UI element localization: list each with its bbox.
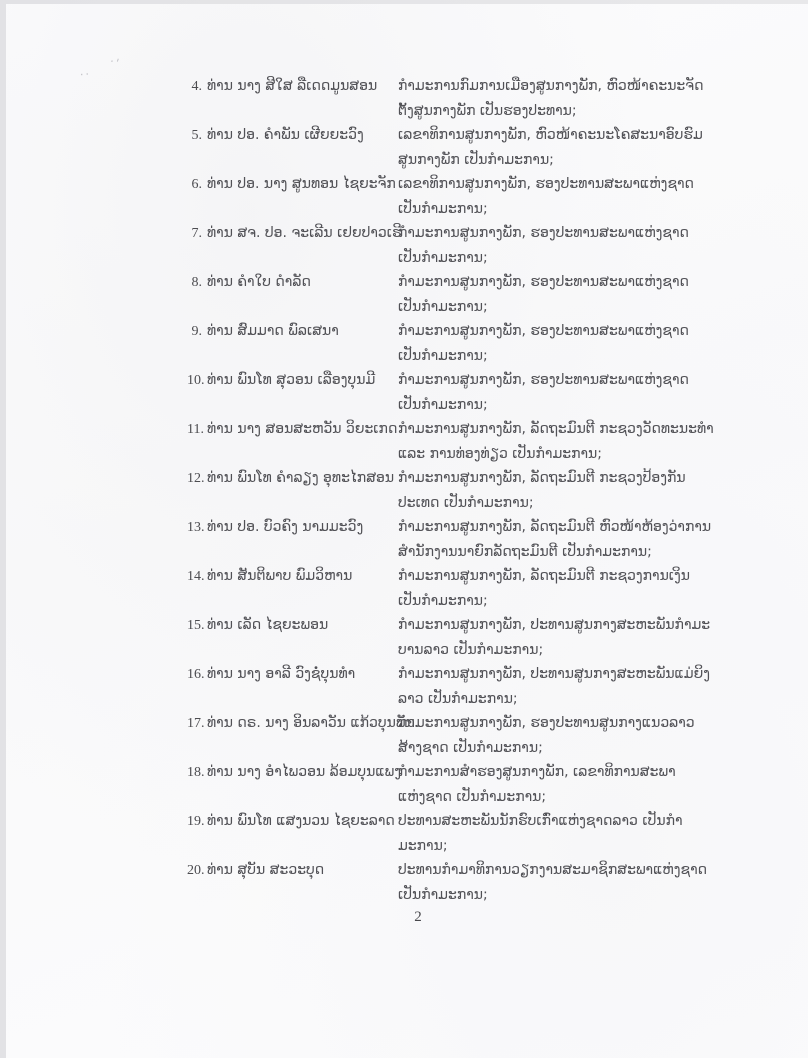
item-number: 20. [187,863,205,878]
member-role-line: ກຳມະການສູນກາງພັກ, ຮອງປະທານສະພາແຫ່ງຊາດ [398,372,689,388]
item-number: 12. [187,471,205,486]
member-role-line: ສ້າງຊາດ ເປັນກຳມະການ; [398,739,543,756]
member-name-cell [187,368,398,394]
member-role-line: ແຫ່ງຊາດ ເປັນກຳມະການ; [398,788,547,805]
list-item [187,319,727,368]
document-page [6,4,808,1058]
member-name-cell [187,270,398,296]
member-role-line: ກຳມະການສູນກາງພັກ, ຮອງປະທານສູນກາງແນວລາວ [398,715,695,731]
member-role-line: ປະທານກຳມາທິການວຽກງານສະມາຊິກສະພາແຫ່ງຊາດ [398,862,708,878]
member-role-line: ເປັນກຳມະການ; [398,592,488,609]
list-item [187,417,727,466]
member-role-line: ເປັນກຳມະການ; [398,396,488,413]
member-role-line: ລາວ ເປັນກຳມະການ; [398,690,518,707]
member-role-line: ປະເທດ ເປັນກຳມະການ; [398,494,534,511]
member-role-cell [398,466,723,515]
member-role-line: ມະການ; [398,837,448,854]
member-role-cell [398,319,723,368]
item-number: 11. [187,422,204,437]
list-item [187,221,727,270]
member-role-line: ກຳມະການສູນກາງພັກ, ຮອງປະທານສະພາແຫ່ງຊາດ [398,274,689,290]
member-role-cell [398,417,723,466]
member-name: ທ່ານ ນາງ ສອນສະຫວັນ ວິຍະເກດ [207,421,398,437]
list-item [187,613,727,662]
member-name: ທ່ານ ພົນໂທ ສຸວອນ ເລືອງບຸນມີ [207,372,376,388]
member-name: ທ່ານ ຄຳໃບ ດຳລັດ [207,274,311,290]
member-role-line: ກຳມະການສຳຮອງສູນກາງພັກ, ເລຂາທິການສະພາ [398,764,676,780]
member-name: ທ່ານ ສຈ. ປອ. ຈະເລີນ ເຢຍປາວເຮີ [207,225,402,241]
list-item [187,809,727,858]
member-role-cell [398,711,723,760]
member-name-cell [187,515,398,541]
member-role-line: ກຳມະການກົມການເມືອງສູນກາງພັກ, ຫົວໜ້າຄະນະຈັດ [398,78,704,94]
item-number: 7. [191,226,202,241]
member-name-cell [187,319,398,345]
list-item [187,760,727,809]
member-role-cell [398,858,723,907]
member-role-line: ກຳມະການສູນກາງພັກ, ລັດຖະມົນຕີ ກະຊວງວັດທະນະທຳ [398,421,714,437]
member-role-line: ກຳມະການສູນກາງພັກ, ປະທານສູນກາງສະຫະພັນກຳມະ [398,617,711,633]
member-name: ທ່ານ ສັນຕິພາບ ພົມວິຫານ [207,568,353,584]
member-name-cell [187,123,398,149]
member-name: ທ່ານ ນາງ ອາລີ ວົງຊໍ່ບຸນທຳ [207,666,356,682]
item-number: 18. [187,765,205,780]
item-number: 8. [191,275,202,290]
member-role-line: ເລຂາທິການສູນກາງພັກ, ຮອງປະທານສະພາແຫ່ງຊາດ [398,176,694,192]
member-role-cell [398,270,723,319]
list-item [187,515,727,564]
member-role-cell [398,613,723,662]
member-name-cell [187,711,415,737]
member-name: ທ່ານ ນາງ ອຳໄພວອນ ລ້ອມບຸນແພງ [207,764,401,780]
member-role-cell [398,515,723,564]
member-role-cell [398,172,723,221]
member-name-cell [187,172,398,198]
pencil-mark: ·' [108,54,123,71]
member-role-cell [398,760,723,809]
member-name-cell [187,858,398,884]
item-number: 4. [191,79,202,94]
member-name: ທ່ານ ປອ. ນາງ ສູນທອນ ໄຊຍະຈັກ [207,176,396,192]
list-item [187,74,727,123]
member-role-line: ຕັ້ງສູນກາງພັກ ເປັນຮອງປະທານ; [398,102,577,119]
member-name-cell [187,662,398,688]
item-number: 10. [187,373,205,388]
item-number: 16. [187,667,205,682]
member-name: ທ່ານ ພົນໂທ ຄຳລຽງ ອຸທະໄກສອນ [207,470,395,486]
list-item [187,123,727,172]
member-role-line: ກຳມະການສູນກາງພັກ, ປະທານສູນກາງສະຫະພັນແມ່ຍິງ [398,666,710,682]
member-name-cell [187,760,401,786]
item-number: 17. [187,716,205,731]
member-role-line: ກຳມະການສູນກາງພັກ, ຮອງປະທານສະພາແຫ່ງຊາດ [398,323,689,339]
member-name: ທ່ານ ດຣ. ນາງ ອິນລາວັນ ແກ້ວບຸນພັນ [207,715,415,731]
list-item [187,466,727,515]
member-role-line: ແລະ ການທ່ອງທ່ຽວ ເປັນກຳມະການ; [398,445,602,462]
item-number: 13. [187,520,205,535]
member-role-line: ກຳມະການສູນກາງພັກ, ຮອງປະທານສະພາແຫ່ງຊາດ [398,225,689,241]
list-item [187,711,727,760]
member-name: ທ່ານ ພົນໂທ ແສງນວນ ໄຊຍະລາດ [207,813,395,829]
member-name-cell [187,417,398,443]
member-name-cell [187,74,398,100]
member-role-line: ເປັນກຳມະການ; [398,249,488,266]
member-name: ທ່ານ ປອ. ຄຳພັນ ເຜີຍຍະວົງ [207,127,364,143]
member-name: ທ່ານ ນາງ ສີໃສ ລືເດດມູນສອນ [207,78,378,94]
member-role-line: ເປັນກຳມະການ; [398,298,488,315]
member-role-line: ເປັນກຳມະການ; [398,200,488,217]
member-role-line: ເປັນກຳມະການ; [398,347,488,364]
member-role-line: ບານລາວ ເປັນກຳມະການ; [398,641,544,658]
item-number: 15. [187,618,205,633]
item-number: 6. [191,177,202,192]
list-item [187,368,727,417]
item-number: 9. [191,324,202,339]
member-name-cell [187,466,398,492]
list-item [187,172,727,221]
list-item [187,564,727,613]
member-role-line: ກຳມະການສູນກາງພັກ, ລັດຖະມົນຕີ ຫົວໜ້າຫ້ອງວ່າການ [398,519,712,535]
member-name-cell [187,809,398,835]
member-role-line: ສູນກາງພັກ ເປັນກຳມະການ; [398,151,554,168]
member-role-line: ເປັນກຳມະການ; [398,886,488,903]
list-item [187,662,727,711]
list-item [187,858,727,907]
pencil-mark: ·· [79,67,92,82]
member-name: ທ່ານ ສົມມາດ ພົລເສນາ [207,323,339,339]
member-role-line: ເລຂາທິການສູນກາງພັກ, ຫົວໜ້າຄະນະໂຄສະນາອົບຮົມ [398,127,703,143]
page-number: 2 [414,909,422,925]
member-name-cell [187,613,398,639]
member-role-cell [398,809,723,858]
item-number: 5. [191,128,202,143]
member-name-cell [187,221,402,247]
member-role-cell [398,564,723,613]
member-role-cell [398,662,723,711]
member-name: ທ່ານ ປອ. ບົວຄົງ ນາມມະວົງ [207,519,364,535]
member-role-cell [398,221,723,270]
member-role-line: ກຳມະການສູນກາງພັກ, ລັດຖະມົນຕີ ກະຊວງປ້ອງກັນ [398,470,686,486]
item-number: 14. [187,569,205,584]
member-role-cell [398,368,723,417]
member-role-cell [398,123,723,172]
member-role-line: ປະທານສະຫະພັນນັກຮົບເກົ່າແຫ່ງຊາດລາວ ເປັນກຳ [398,813,683,829]
list-item [187,270,727,319]
member-role-cell [398,74,723,123]
item-number: 19. [187,814,205,829]
member-role-line: ກຳມະການສູນກາງພັກ, ລັດຖະມົນຕີ ກະຊວງການເງິນ [398,568,691,584]
member-role-line: ສຳນັກງານນາຍົກລັດຖະມົນຕີ ເປັນກຳມະການ; [398,543,652,560]
member-name: ທ່ານ ເລັດ ໄຊຍະພອນ [207,617,329,633]
member-list [187,74,727,907]
member-name-cell [187,564,398,590]
member-name: ທ່ານ ສຸບັນ ສະວະບຸດ [207,862,325,878]
